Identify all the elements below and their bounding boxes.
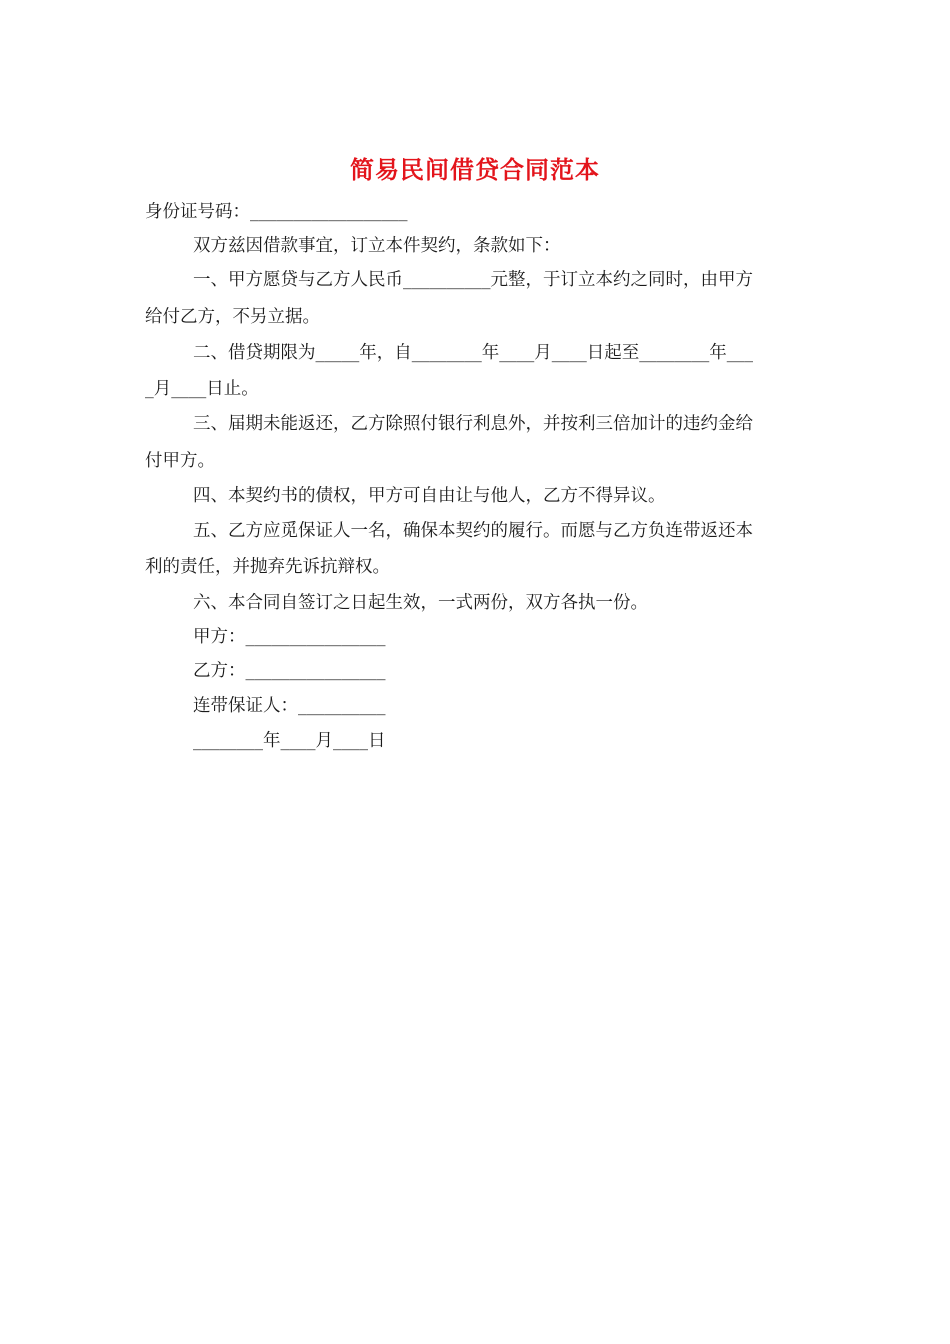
clause-1-line-1: 一、甲方愿贷与乙方人民币__________元整，于订立本约之同时，由甲方 bbox=[193, 270, 753, 290]
intro-line: 双方兹因借款事宜，订立本件契约，条款如下： bbox=[193, 236, 561, 256]
clause-2-line-2: _月____日止。 bbox=[145, 379, 259, 399]
clause-3-line-2: 付甲方。 bbox=[145, 451, 215, 471]
guarantor-signature: 连带保证人：__________ bbox=[193, 696, 386, 716]
party-b-signature: 乙方：________________ bbox=[193, 661, 386, 681]
date-line: ________年____月____日 bbox=[193, 731, 386, 751]
party-a-signature: 甲方：________________ bbox=[193, 627, 386, 647]
clause-4-line: 四、本契约书的债权，甲方可自由让与他人，乙方不得异议。 bbox=[193, 486, 666, 506]
clause-2-line-1: 二、借贷期限为_____年，自________年____月____日起至________年___ bbox=[193, 343, 753, 363]
clause-1-line-2: 给付乙方，不另立据。 bbox=[145, 307, 320, 327]
clause-5-line-2: 利的责任，并抛弃先诉抗辩权。 bbox=[145, 557, 390, 577]
clause-3-line-1: 三、届期未能返还，乙方除照付银行利息外，并按利三倍加计的违约金给 bbox=[193, 414, 753, 434]
page-title: 简易民间借贷合同范本 bbox=[350, 155, 600, 184]
id-number-line: 身份证号码：__________________ bbox=[145, 202, 408, 222]
clause-6-line: 六、本合同自签订之日起生效，一式两份，双方各执一份。 bbox=[193, 593, 648, 613]
clause-5-line-1: 五、乙方应觅保证人一名，确保本契约的履行。而愿与乙方负连带返还本 bbox=[193, 521, 753, 541]
